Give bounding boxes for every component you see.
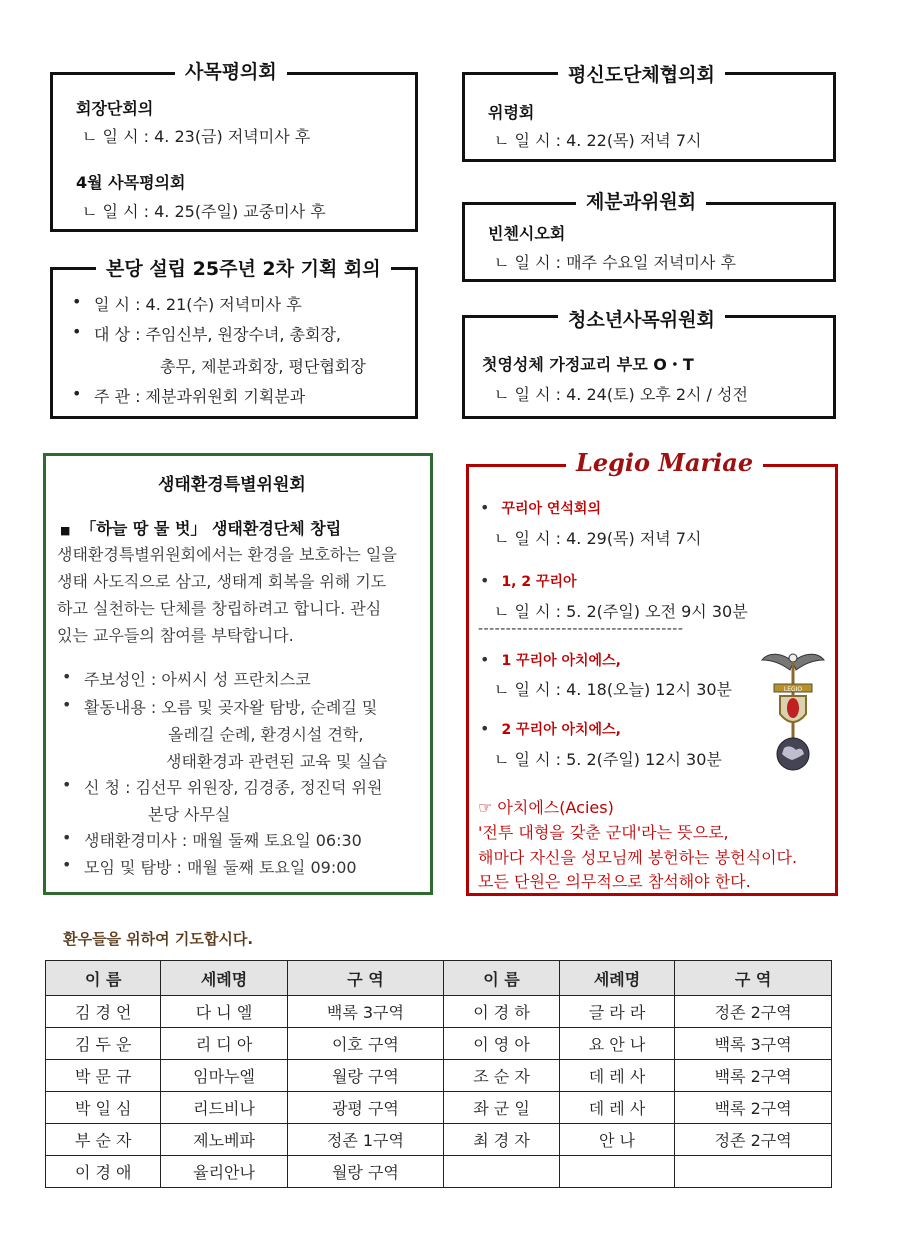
bullet-icon: • [480, 498, 490, 517]
cell-baptismal: 제노베파 [161, 1124, 287, 1156]
cell-district: 정존 2구역 [675, 1124, 832, 1156]
acies-line-2: 해마다 자신을 성모님께 봉헌하는 봉헌식이다. [478, 848, 798, 867]
meeting-target-2: 총무, 제분과회장, 평단협회장 [160, 357, 366, 376]
ecology-patron: • 주보성인 : 아씨시 성 프란치스코 [84, 667, 311, 690]
cell-baptismal: 데 레 사 [559, 1060, 674, 1092]
col-header-name: 이 름 [444, 961, 559, 996]
ecology-activity-3: 생태환경과 관련된 교육 및 실습 [166, 752, 388, 771]
cell-district: 이호 구역 [287, 1028, 444, 1060]
cell-district: 백록 2구역 [675, 1092, 832, 1124]
dove-head [789, 654, 797, 662]
committee-title: 제분과위원회 [576, 187, 706, 214]
acies-heading: ☞ 아치에스(Acies) [478, 798, 614, 817]
legio-item3-label-text: 1 꾸리아 아치에스, [501, 653, 621, 669]
col-header-name: 이 름 [46, 961, 161, 996]
table-row [46, 1092, 832, 1124]
ecology-para-line: 생태 사도직으로 삼고, 생태계 회복을 위해 기도 [57, 572, 387, 591]
legio-item2-date: ㄴ 일 시 : 5. 2(주일) 오전 9시 30분 [494, 602, 748, 621]
laity-council-title: 평신도단체협의회 [558, 60, 725, 87]
bullet-icon: • [480, 571, 490, 590]
cell-district: 월랑 구역 [287, 1156, 444, 1188]
col-header-baptismal: 세례명 [559, 961, 674, 996]
cell-baptismal [559, 1156, 674, 1188]
cell-name: 김 두 운 [46, 1028, 161, 1060]
cell-name: 박 일 심 [46, 1092, 161, 1124]
legio-item2-label-text: 1, 2 꾸리아 [501, 574, 577, 590]
legio-vexillum-emblem [760, 648, 826, 772]
table-row [46, 1156, 832, 1188]
cell-district: 월랑 구역 [287, 1060, 444, 1092]
cell-district: 백록 3구역 [287, 996, 444, 1028]
youth-item-label: 첫영성체 가정교리 부모 O・T [482, 355, 694, 374]
ecology-apply-2: 본당 사무실 [148, 805, 231, 824]
youth-item-date: ㄴ 일 시 : 4. 24(토) 오후 2시 / 성전 [494, 385, 748, 404]
cell-district: 광평 구역 [287, 1092, 444, 1124]
square-bullet-icon: ■ [60, 524, 71, 537]
ecology-headline-text: 「하늘 땅 물 벗」 생태환경단체 창립 [80, 519, 342, 538]
pastoral-item1-date: ㄴ 일 시 : 4. 23(금) 저녁미사 후 [82, 127, 311, 146]
cell-baptismal: 안 나 [559, 1124, 674, 1156]
legio-item4-label-text: 2 꾸리아 아치에스, [501, 722, 621, 738]
ecology-mass: • 생태환경미사 : 매월 둘째 토요일 06:30 [84, 828, 362, 851]
meeting-date: • 일 시 : 4. 21(수) 저녁미사 후 [94, 292, 302, 315]
ecology-para-line: 있는 교우들의 참여를 부탁합니다. [57, 626, 294, 645]
bullet-icon: • [480, 719, 490, 738]
cell-baptismal: 요 안 나 [559, 1028, 674, 1060]
cell-name: 이 경 하 [444, 996, 559, 1028]
cell-district: 백록 2구역 [675, 1060, 832, 1092]
pastoral-item1-label: 회장단회의 [76, 99, 154, 118]
ecology-gathering: • 모임 및 탐방 : 매월 둘째 토요일 09:00 [84, 855, 357, 878]
cell-name: 부 순 자 [46, 1124, 161, 1156]
col-header-district: 구 역 [675, 961, 832, 996]
legio-item4-label [480, 719, 621, 739]
legio-item4-date: ㄴ 일 시 : 5. 2(주일) 12시 30분 [494, 750, 722, 769]
banner-text: LEGIO [783, 686, 803, 693]
legio-item3-label [480, 650, 621, 670]
legio-item1-label [480, 498, 601, 518]
ecology-para-line: 하고 실천하는 단체를 창립하려고 합니다. 관심 [57, 599, 382, 618]
col-header-baptismal: 세례명 [161, 961, 287, 996]
cell-baptismal: 리드비나 [161, 1092, 287, 1124]
cell-baptismal: 다 니 엘 [161, 996, 287, 1028]
cell-district [675, 1156, 832, 1188]
table-row [46, 1060, 832, 1092]
cell-name: 좌 군 일 [444, 1092, 559, 1124]
cell-name: 박 문 규 [46, 1060, 161, 1092]
cell-name: 최 경 자 [444, 1124, 559, 1156]
ecology-para-line: 생태환경특별위원회에서는 환경을 보호하는 일을 [57, 545, 397, 564]
committee-item-date: ㄴ 일 시 : 매주 수요일 저녁미사 후 [494, 253, 736, 272]
col-header-district: 구 역 [287, 961, 444, 996]
meeting-target-1: • 대 상 : 주임신부, 원장수녀, 총회장, [94, 322, 341, 345]
legio-divider: ------------------------------------- [478, 621, 684, 637]
cell-district: 정존 2구역 [675, 996, 832, 1028]
legio-item1-label-text: 꾸리아 연석회의 [501, 501, 601, 517]
ecology-activity-2: 올레길 순례, 환경시설 견학, [168, 725, 364, 744]
table-row [46, 1028, 832, 1060]
ecology-activity-1: • 활동내용 : 오름 및 곶자왈 탐방, 순례길 및 [84, 695, 377, 718]
laity-item-label: 위령회 [488, 103, 535, 122]
committee-item-label: 빈첸시오회 [488, 224, 566, 243]
cell-baptismal: 글 라 라 [559, 996, 674, 1028]
youth-title: 청소년사목위원회 [558, 305, 725, 332]
table-row [46, 996, 832, 1028]
legio-item2-label [480, 571, 577, 591]
acies-line-3: 모든 단원은 의무적으로 참석해야 한다. [478, 872, 751, 891]
legio-item3-date: ㄴ 일 시 : 4. 18(오늘) 12시 30분 [494, 680, 733, 699]
meeting-host: • 주 관 : 제분과위원회 기획분과 [94, 384, 305, 407]
cell-name: 조 순 자 [444, 1060, 559, 1092]
cell-district: 백록 3구역 [675, 1028, 832, 1060]
cell-baptismal: 율리안나 [161, 1156, 287, 1188]
table-row [46, 1124, 832, 1156]
ecology-title: 생태환경특별위원회 [158, 475, 306, 495]
laity-item-date: ㄴ 일 시 : 4. 22(목) 저녁 7시 [494, 131, 702, 150]
cell-baptismal: 데 레 사 [559, 1092, 674, 1124]
cell-name [444, 1156, 559, 1188]
cell-name: 이 영 아 [444, 1028, 559, 1060]
legio-item1-date: ㄴ 일 시 : 4. 29(목) 저녁 7시 [494, 529, 702, 548]
eagle-wing-left [762, 654, 793, 670]
cell-name: 이 경 애 [46, 1156, 161, 1188]
pastoral-item2-label: 4월 사목평의회 [76, 173, 186, 192]
madonna-figure [787, 698, 799, 718]
bullet-icon: • [480, 650, 490, 669]
prayer-heading: 환우들을 위하여 기도합시다. [63, 930, 254, 948]
cell-name: 김 경 언 [46, 996, 161, 1028]
ecology-paragraph [57, 541, 423, 649]
pastoral-council-title: 사목평의회 [175, 57, 287, 84]
prayer-table [45, 960, 832, 1188]
cell-baptismal: 임마누엘 [161, 1060, 287, 1092]
cell-baptismal: 리 디 아 [161, 1028, 287, 1060]
meeting-25th-title: 본당 설립 25주년 2차 기획 회의 [96, 254, 391, 281]
acies-line-1: '전투 대형을 갖춘 군대'라는 뜻으로, [478, 823, 729, 842]
cell-district: 정존 1구역 [287, 1124, 444, 1156]
legio-title: Legio Mariae [566, 448, 763, 477]
ecology-headline [60, 516, 341, 539]
table-header-row [46, 961, 832, 996]
pastoral-item2-date: ㄴ 일 시 : 4. 25(주일) 교중미사 후 [82, 202, 326, 221]
eagle-wing-right [793, 654, 824, 670]
ecology-apply-1: • 신 청 : 김선무 위원장, 김경종, 정진덕 위원 [84, 775, 382, 798]
